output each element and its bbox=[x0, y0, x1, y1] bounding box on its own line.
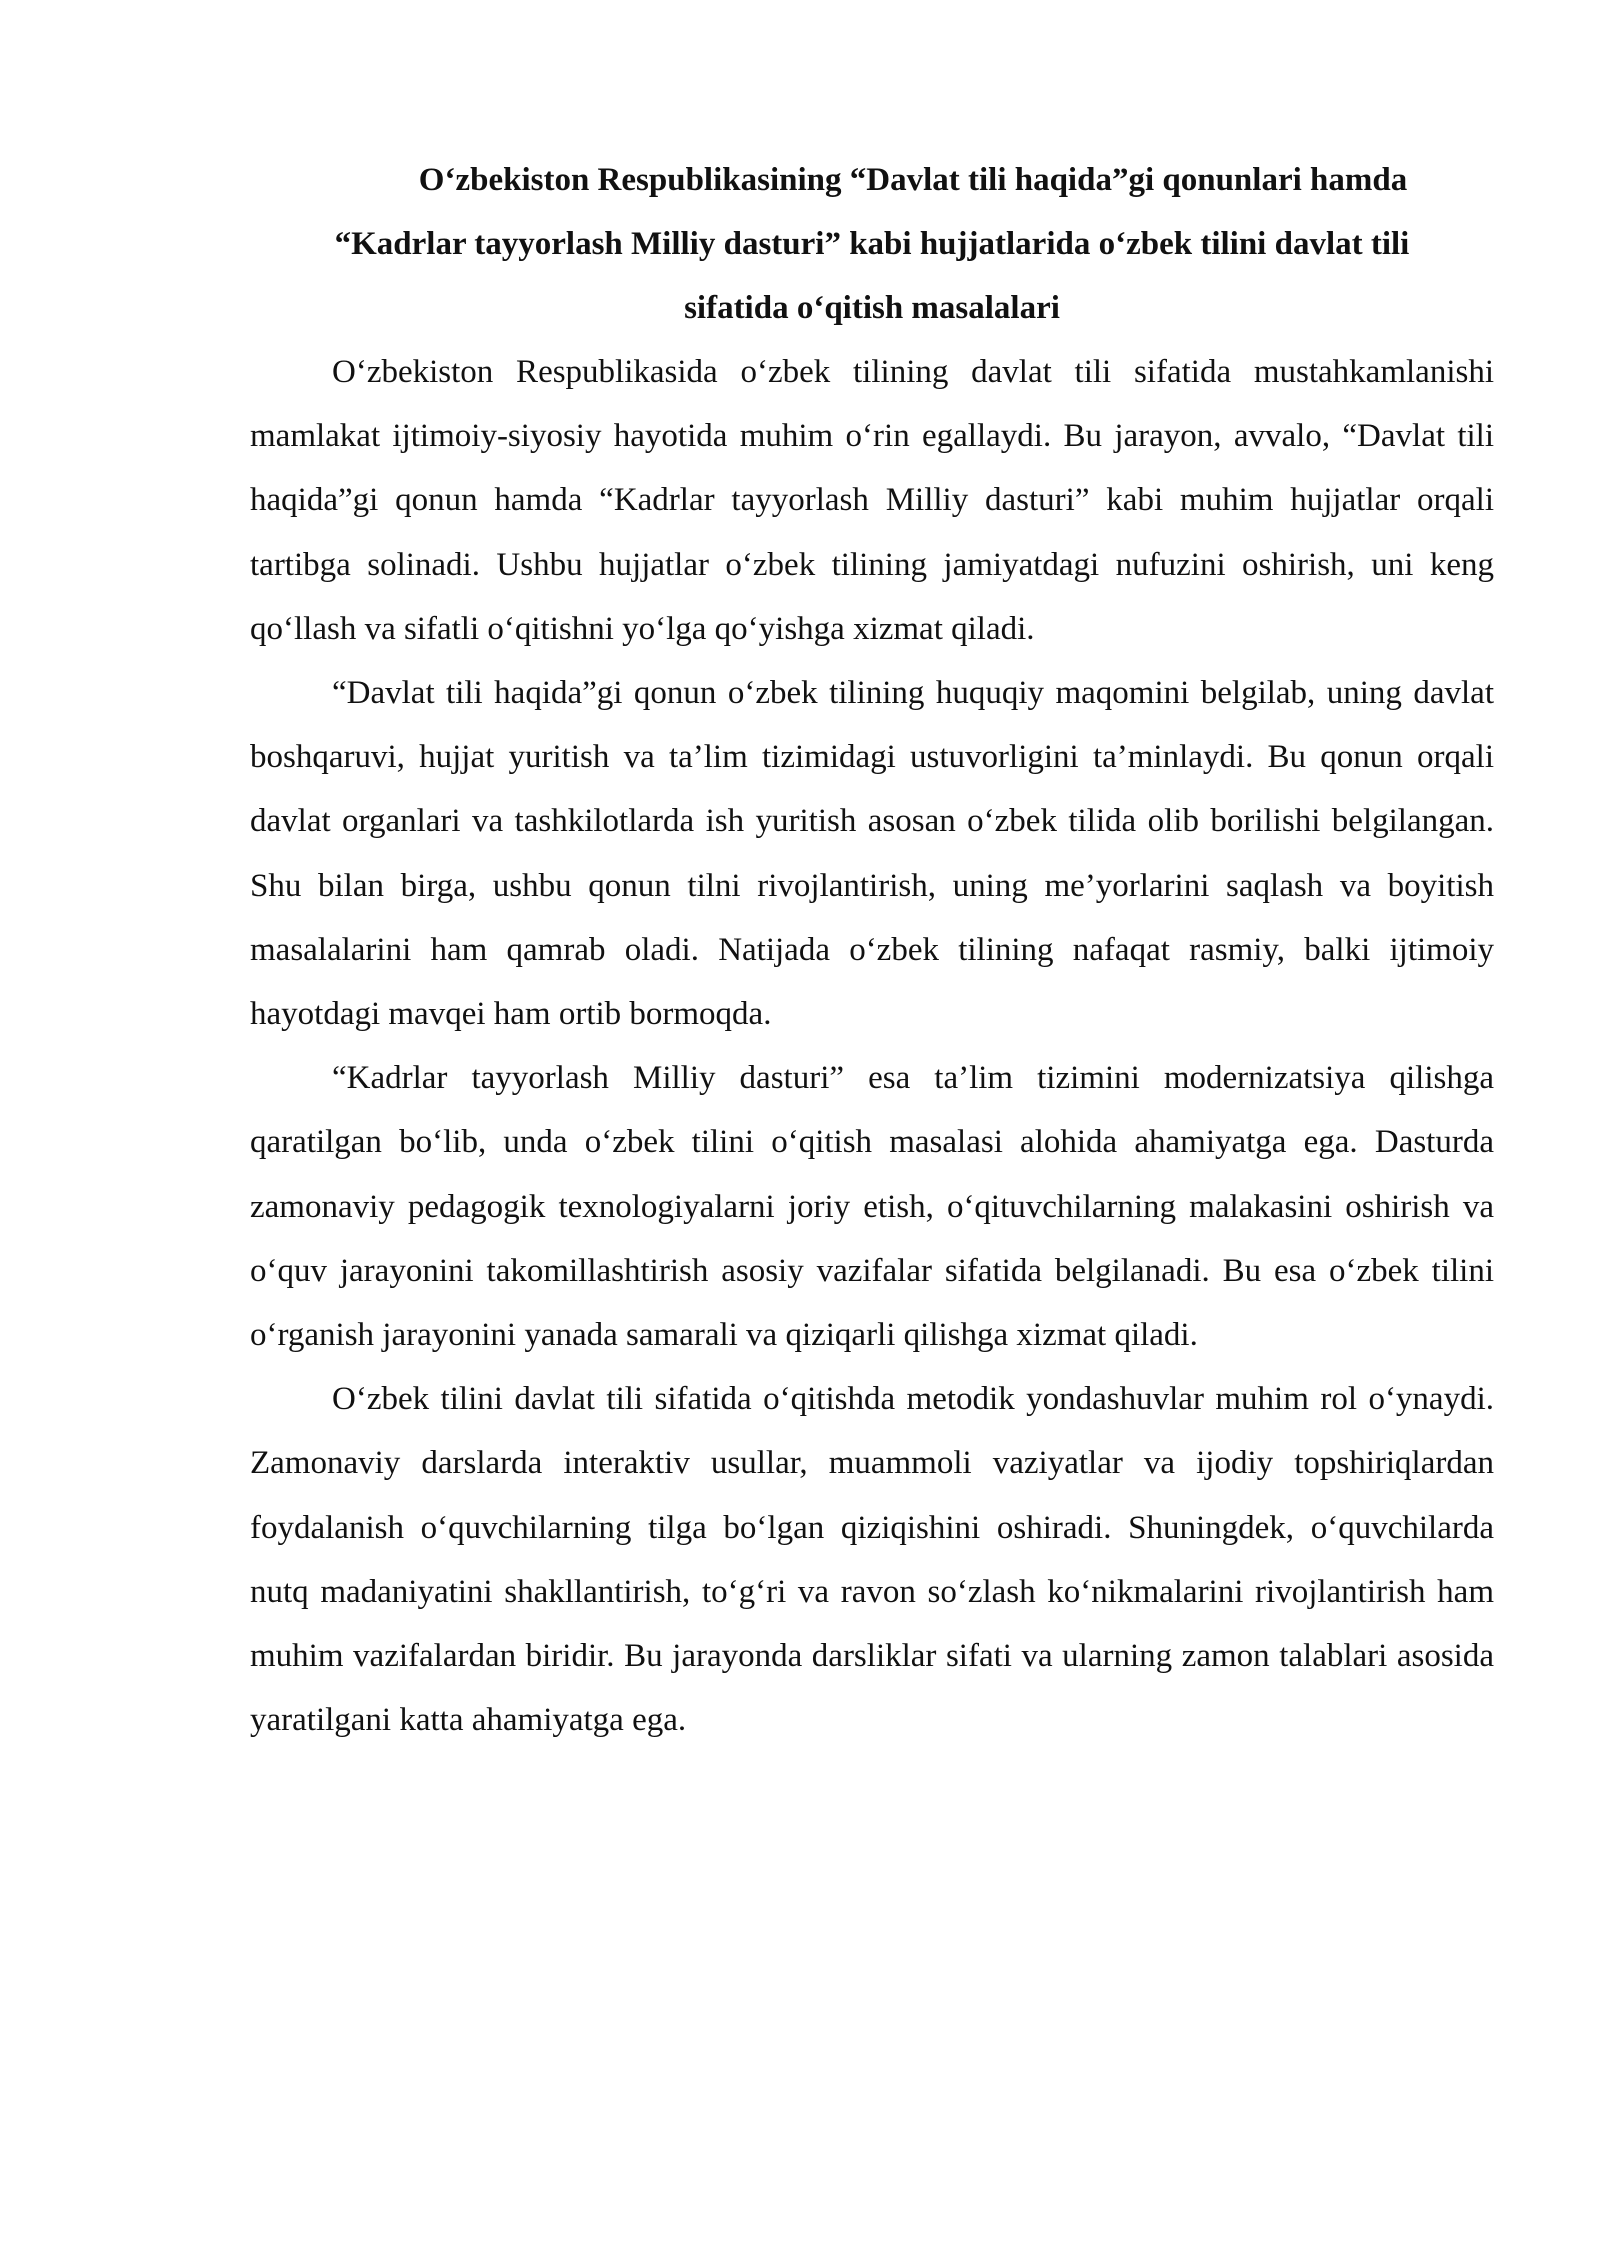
paragraph-2: “Davlat tili haqida”gi qonun o‘zbek tilining huquqiy maqomini belgilab, uning davlat boshqaruvi, hujjat yuritish va ta’lim tizimidagi ustuvorligini ta’minlaydi. Bu qonun orqali davlat organlari va tashkilotlarda ish yuritish asosan o‘zbek tilida olib borilishi belgilangan. Shu bilan birga, ushbu qonun tilni rivojlantirish, uning me’yorlarini saqlash va boyitish masalalarini ham qamrab oladi. Natijada o‘zbek tilining nafaqat rasmiy, balki ijtimoiy hayotdagi mavqei ham ortib bormoqda. bbox=[250, 675, 1494, 1033]
title-line-1: O‘zbekiston Respublikasining “Davlat tili haqida”gi qonunlari hamda bbox=[418, 162, 1408, 198]
document-page bbox=[250, 148, 1494, 1752]
paragraph-3: “Kadrlar tayyorlash Milliy dasturi” esa ta’lim tizimini modernizatsiya qilishga qaratilgan bo‘lib, unda o‘zbek tilini o‘qitish masalasi alohida ahamiyatga ega. Dasturda zamonaviy pedagogik texnologiyalarni joriy etish, o‘qituvchilarning malakasini oshirish va o‘quv jarayonini takomillashtirish asosiy vazifalar sifatida belgilanadi. Bu esa o‘zbek tilini o‘rganish jarayonini yanada samarali va qiziqarli qilishga xizmat qiladi. bbox=[250, 1060, 1494, 1354]
document-title bbox=[250, 148, 1494, 340]
paragraph-1: O‘zbekiston Respublikasida o‘zbek tilining davlat tili sifatida mustahkamlanishi mamlakat ijtimoiy-siyosiy hayotida muhim o‘rin egallaydi. Bu jarayon, avvalo, “Davlat tili haqida”gi qonun hamda “Kadrlar tayyorlash Milliy dasturi” kabi muhim hujjatlar orqali tartibga solinadi. Ushbu hujjatlar o‘zbek tilining jamiyatdagi nufuzini oshirish, uni keng qo‘llash va sifatli o‘qitishni yo‘lga qo‘yishga xizmat qiladi. bbox=[250, 354, 1494, 647]
title-line-2: “Kadrlar tayyorlash Milliy dasturi” kabi hujjatlarida o‘zbek tilini davlat tili bbox=[334, 226, 1410, 262]
title-line-3: sifatida o‘qitish masalalari bbox=[684, 290, 1060, 326]
paragraph-4: O‘zbek tilini davlat tili sifatida o‘qitishda metodik yondashuvlar muhim rol o‘ynaydi. Zamonaviy darslarda interaktiv usullar, muammoli vaziyatlar va ijodiy topshiriqlardan foydalanish o‘quvchilarning tilga bo‘lgan qiziqishini oshiradi. Shuningdek, o‘quvchilarda nutq madaniyatini shakllantirish, to‘g‘ri va ravon so‘zlash ko‘nikmalarini rivojlantirish ham muhim vazifalardan biridir. Bu jarayonda darsliklar sifati va ularning zamon talablari asosida yaratilgani katta ahamiyatga ega. bbox=[250, 1381, 1494, 1739]
